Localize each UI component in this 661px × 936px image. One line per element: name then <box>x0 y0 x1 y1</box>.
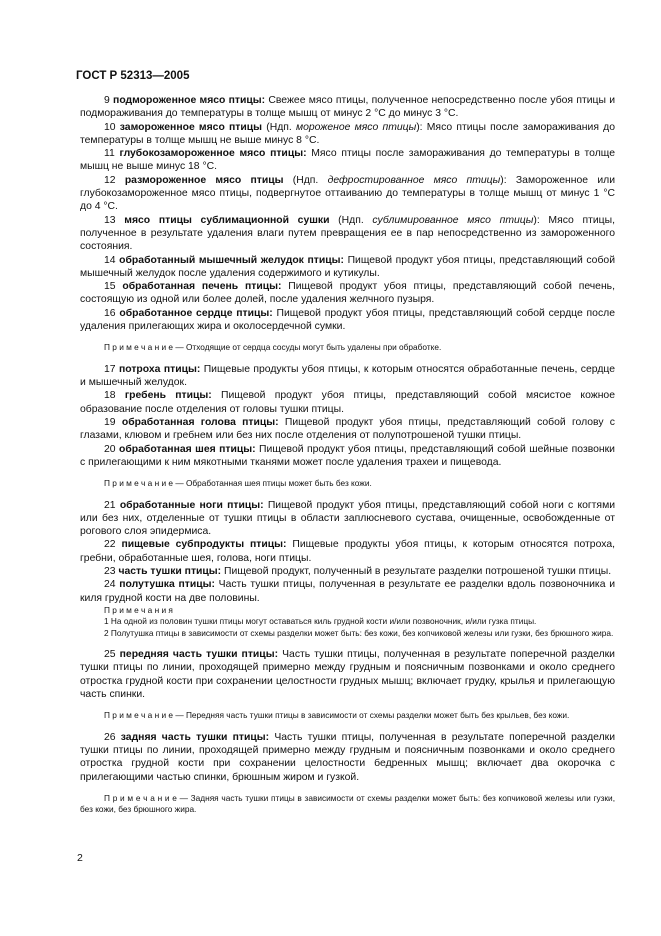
term-name: пищевые субпродукты птицы: <box>121 539 287 551</box>
page-header: ГОСТ Р 52313—2005 <box>76 70 190 82</box>
term-text: Пищевой продукт убоя птицы, представляющий собой сердце после удаления прилегающих жира и околосердечной сумки. <box>80 307 615 333</box>
term-number: 16 <box>104 307 116 319</box>
term-number: 19 <box>104 416 116 428</box>
term-number: 15 <box>104 281 116 293</box>
term-definition-15 <box>80 280 615 307</box>
term-text: Пищевой продукт убоя птицы, представляющий собой мясистое кожное образование после отделения от головы тушки птицы. <box>80 390 615 415</box>
term-name: обработанные ноги птицы: <box>119 499 264 511</box>
term-definition-9 <box>80 94 615 121</box>
term-number: 26 <box>104 731 116 743</box>
term-definition-24 <box>80 578 615 605</box>
term-name: обработанная шея птицы: <box>119 443 256 455</box>
term-name: подмороженное мясо птицы: <box>113 95 266 106</box>
note-item-16: П р и м е ч а н и е — Отходящие от сердца сосуды могут быть удалены при обработке. <box>104 342 442 353</box>
term-name: обработанное сердце птицы: <box>119 307 273 319</box>
term-deprecated: мороженое мясо птицы <box>295 121 417 133</box>
term-definition-14 <box>80 254 615 281</box>
term-deprecated: сублимированное мясо птицы <box>372 214 534 226</box>
term-name: потроха птицы: <box>118 363 201 375</box>
term-definition-20 <box>80 443 615 470</box>
term-text: Пищевой продукт убоя птицы, представляющий собой мышечный желудок после удаления содержимого и кутикулы. <box>80 254 615 279</box>
term-number: 9 <box>104 95 110 106</box>
term-number: 11 <box>104 148 115 160</box>
term-definition-22 <box>80 538 615 565</box>
term-definition-13 <box>80 214 615 254</box>
term-text: Пищевой продукт убоя птицы, представляющий собой ноги с когтями или без них, отделенные от тушки птицы в области заплюсневого сустава, очищенные, освобожденные от рогового слоя эпидермиса. <box>80 499 616 538</box>
term-number: 14 <box>104 254 116 266</box>
term-name: размороженное мясо птицы <box>124 174 284 186</box>
term-definition-23 <box>80 565 615 578</box>
term-definition-26 <box>80 731 615 784</box>
term-text: Мясо птицы после замораживания до температуры в толще мышц не выше минус 18 °С. <box>80 148 616 173</box>
term-name: обработанная печень птицы: <box>122 281 282 293</box>
term-name: задняя часть тушки птицы: <box>120 731 270 743</box>
note-item-20: П р и м е ч а н и е — Обработанная шея птицы может быть без кожи. <box>104 478 372 489</box>
term-text: Пищевой продукт убоя птицы, представляющий собой голову с глазами, клювом и гребнем или без них после отделения от полупотрошеной тушки птицы. <box>80 416 615 442</box>
term-deprecated-suffix: ): <box>416 121 423 133</box>
note-item-25: П р и м е ч а н и е — Передняя часть тушки птицы в зависимости от схемы разделки может быть без крыльев, без кожи. <box>104 710 570 721</box>
term-number: 23 <box>104 566 116 578</box>
term-deprecated-prefix: (Ндп. <box>262 121 296 133</box>
term-text: Пищевой продукт убоя птицы, представляющий собой шейные позвонки с прилегающими к ним мякотными тканями может после удаления трахеи и пищевода. <box>80 443 615 468</box>
term-definition-12 <box>80 174 615 214</box>
notes-title-24: П р и м е ч а н и я <box>104 604 173 615</box>
term-text: Мясо птицы, полученное в результате удаления влаги путем превращения ее в пар непосредственно из замороженного состояния. <box>80 214 615 253</box>
term-number: 18 <box>104 390 116 402</box>
term-text: Пищевой продукт убоя птицы, представляющий собой печень, состоящую из одной или более долей, после удаления желчного пузыря. <box>80 281 615 306</box>
term-name: глубокозамороженное мясо птицы: <box>119 148 307 160</box>
term-text: Пищевые продукты убоя птицы, к которым относятся потроха, гребни, обработанные шея, голова, ноги птицы. <box>80 539 615 564</box>
term-name: передняя часть тушки птицы: <box>119 649 279 661</box>
term-name: мясо птицы сублимационной сушки <box>124 214 330 226</box>
term-name: гребень птицы: <box>124 390 212 402</box>
term-number: 12 <box>104 174 116 186</box>
term-deprecated: дефростированное мясо птицы <box>327 174 501 186</box>
term-number: 10 <box>104 121 116 133</box>
term-number: 22 <box>104 539 116 551</box>
term-name: полутушка птицы: <box>119 579 215 591</box>
term-deprecated-suffix: ): <box>533 214 540 226</box>
term-deprecated-suffix: ): <box>500 174 507 186</box>
term-definition-11 <box>80 147 615 174</box>
term-name: обработанный мышечный желудок птицы: <box>119 254 344 266</box>
term-definition-18 <box>80 389 615 416</box>
term-definition-25 <box>80 648 615 701</box>
term-text: Пищевой продукт, полученный в результате разделки потрошеной тушки птицы. <box>221 566 612 578</box>
term-name: замороженное мясо птицы <box>119 121 263 133</box>
note-item-24-1: 1 На одной из половин тушки птицы могут оставаться киль грудной кости и/или позвоночник, и/или гузка птицы. <box>104 616 537 627</box>
term-number: 21 <box>104 499 116 511</box>
term-text: Часть тушки птицы, полученная в результате поперечной разделки тушки птицы по линии, проходящей примерно между грудным и поясничным позвонками и около среднего отростка грудной кости при сохранении целостности грудных мышц; включает грудку, крылья и прилегающую часть спинки. <box>80 649 615 701</box>
term-number: 13 <box>104 214 116 226</box>
note-item-26: П р и м е ч а н и е — Задняя часть тушки птицы в зависимости от схемы разделки может быть: без копчиковой железы или гузки, без кожи, без брюшного жира. <box>80 792 615 815</box>
term-definition-19 <box>80 416 615 443</box>
term-definition-16 <box>80 307 615 334</box>
term-name: часть тушки птицы: <box>118 566 222 578</box>
term-number: 17 <box>104 363 116 375</box>
term-number: 24 <box>104 579 116 591</box>
term-text: Пищевые продукты убоя птицы, к которым относятся обработанные печень, сердце и мышечный желудок. <box>80 363 615 389</box>
term-text: Часть тушки птицы, полученная в результате поперечной разделки тушки птицы по линии, проходящей примерно между грудным и поясничным позвонками и около среднего отростка грудной кости при сохранении целостности бедренных мышц; включает два окорочка с прилегающими частью спинки, брюшным жиром и гузкой. <box>80 731 615 783</box>
term-number: 25 <box>104 649 116 661</box>
term-text: Часть тушки птицы, полученная в результате ее разделки вдоль позвоночника и киля грудной кости на две половины. <box>80 579 615 604</box>
term-name: обработанная голова птицы: <box>121 416 279 428</box>
term-deprecated-prefix: (Ндп. <box>283 174 328 186</box>
page-content <box>80 94 615 816</box>
term-number: 20 <box>104 443 116 455</box>
term-text: Замороженное или глубокозамороженное мясо птицы, подвергнутое оттаиванию до температуры в толще мышц от минус 1 °С до 4 °С. <box>80 174 615 213</box>
page-number: 2 <box>77 852 83 864</box>
term-deprecated-prefix: (Ндп. <box>329 214 373 226</box>
term-text: Мясо птицы после замораживания до температуры в толще мышц не выше минус 8 °С. <box>80 121 615 146</box>
term-text: Свежее мясо птицы, полученное непосредственно после убоя птицы и подмораживания до температуры в толще мышц от минус 2 °С до минус 3 °С. <box>80 95 615 120</box>
term-definition-10 <box>80 121 615 148</box>
term-definition-17 <box>80 363 615 390</box>
term-definition-21 <box>80 499 615 539</box>
note-item-24-2: 2 Полутушка птицы в зависимости от схемы разделки может быть: без кожи, без копчиковой железы или гузки, без брюшного жира. <box>104 627 614 638</box>
